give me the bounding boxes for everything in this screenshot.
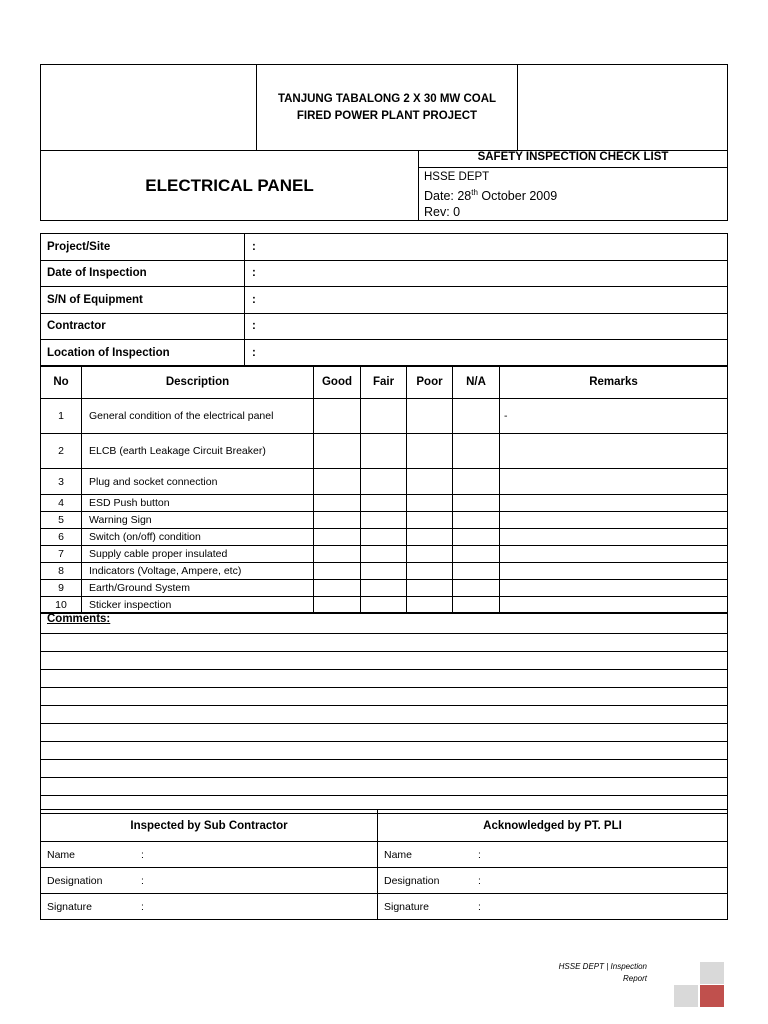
checklist-row [41, 546, 728, 563]
fair-cell[interactable] [361, 546, 407, 563]
na-cell[interactable] [453, 434, 500, 469]
item-description: General condition of the electrical panel [82, 399, 314, 434]
na-cell[interactable] [453, 546, 500, 563]
checklist-row [41, 434, 728, 469]
item-no: 9 [41, 580, 82, 597]
info-row [41, 340, 728, 367]
right-name-field[interactable] [378, 842, 728, 868]
checklist-row [41, 597, 728, 614]
item-description: Sticker inspection [82, 597, 314, 614]
item-description: ELCB (earth Leakage Circuit Breaker) [82, 434, 314, 469]
dept-label: HSSE DEPT [424, 171, 490, 183]
comment-line[interactable] [41, 670, 728, 688]
signature-label: Signature [384, 900, 429, 913]
comments-label: Comments: [41, 613, 728, 634]
left-signature-field[interactable] [41, 894, 378, 920]
remarks-cell[interactable] [500, 597, 728, 614]
footer-line2: Report [622, 974, 647, 983]
project-title-cell [257, 65, 518, 151]
sep: : [141, 874, 144, 887]
left-designation-field[interactable] [41, 868, 378, 894]
fair-cell[interactable] [361, 399, 407, 434]
fair-cell[interactable] [361, 563, 407, 580]
panel-title-cell [41, 151, 419, 221]
item-description: Supply cable proper insulated [82, 546, 314, 563]
remarks-cell[interactable] [500, 434, 728, 469]
right-signature-field[interactable] [378, 894, 728, 920]
good-cell[interactable] [314, 495, 361, 512]
comments-table [40, 612, 728, 814]
info-row [41, 260, 728, 287]
item-no: 10 [41, 597, 82, 614]
designation-label: Designation [384, 874, 440, 887]
na-cell[interactable] [453, 399, 500, 434]
good-cell[interactable] [314, 546, 361, 563]
good-cell[interactable] [314, 597, 361, 614]
checklist-row [41, 563, 728, 580]
remarks-cell[interactable]: - [500, 399, 728, 434]
na-cell[interactable] [453, 580, 500, 597]
footer-text [540, 961, 647, 985]
info-value[interactable]: : [245, 260, 728, 287]
col-fair: Fair [361, 366, 407, 399]
col-description: Description [82, 366, 314, 399]
name-label: Name [47, 848, 76, 861]
fair-cell[interactable] [361, 529, 407, 546]
info-label: S/N of Equipment [41, 287, 245, 314]
comment-line[interactable] [41, 760, 728, 778]
project-title-line2: FIRED POWER PLANT PROJECT [296, 109, 478, 122]
header-top [40, 64, 728, 151]
poor-cell[interactable] [407, 434, 453, 469]
good-cell[interactable] [314, 563, 361, 580]
checklist-row [41, 399, 728, 434]
checklist-table [40, 365, 728, 614]
poor-cell[interactable] [407, 563, 453, 580]
checklist-row [41, 495, 728, 512]
item-no: 7 [41, 546, 82, 563]
na-cell[interactable] [453, 495, 500, 512]
date-prefix: Date: 28 [424, 189, 472, 204]
item-no: 4 [41, 495, 82, 512]
logo-left-cell [41, 65, 257, 151]
acknowledged-by-title: Acknowledged by PT. PLI [378, 810, 728, 842]
item-no: 3 [41, 469, 82, 495]
item-no: 2 [41, 434, 82, 469]
info-label: Date of Inspection [41, 260, 245, 287]
sep: : [478, 900, 481, 913]
fair-cell[interactable] [361, 597, 407, 614]
fair-cell[interactable] [361, 580, 407, 597]
remarks-cell[interactable] [500, 580, 728, 597]
item-no: 8 [41, 563, 82, 580]
signature-label: Signature [47, 900, 92, 913]
info-value[interactable]: : [245, 234, 728, 261]
panel-title: ELECTRICAL PANEL [145, 175, 314, 195]
info-row [41, 234, 728, 261]
poor-cell[interactable] [407, 512, 453, 529]
fair-cell[interactable] [361, 469, 407, 495]
na-cell[interactable] [453, 563, 500, 580]
checklist-info-cell [419, 151, 728, 221]
fair-cell[interactable] [361, 512, 407, 529]
checklist-row [41, 469, 728, 495]
rev-label: Rev: 0 [424, 205, 461, 220]
good-cell[interactable] [314, 399, 361, 434]
designation-label: Designation [47, 874, 103, 887]
item-description: Switch (on/off) condition [82, 529, 314, 546]
remarks-cell[interactable] [500, 495, 728, 512]
sep: : [478, 848, 481, 861]
project-title-line1: TANJUNG TABALONG 2 X 30 MW COAL [277, 92, 497, 105]
info-label: Location of Inspection [41, 340, 245, 367]
comment-line[interactable] [41, 652, 728, 670]
na-cell[interactable] [453, 512, 500, 529]
signature-table [40, 809, 728, 920]
item-no: 5 [41, 512, 82, 529]
date-sup: th [471, 188, 478, 197]
footer-line1: HSSE DEPT | Inspection [558, 962, 647, 971]
checklist-title: SAFETY INSPECTION CHECK LIST [419, 151, 727, 168]
left-name-field[interactable] [41, 842, 378, 868]
remarks-cell[interactable] [500, 469, 728, 495]
inspected-by-title: Inspected by Sub Contractor [41, 810, 378, 842]
comment-line[interactable] [41, 634, 728, 652]
col-no: No [41, 366, 82, 399]
footer-square-gray-top [700, 962, 724, 984]
item-no: 1 [41, 399, 82, 434]
poor-cell[interactable] [407, 529, 453, 546]
na-cell[interactable] [453, 597, 500, 614]
checklist-header-row [41, 366, 728, 399]
col-remarks: Remarks [500, 366, 728, 399]
good-cell[interactable] [314, 434, 361, 469]
na-cell[interactable] [453, 469, 500, 495]
poor-cell[interactable] [407, 546, 453, 563]
comment-line[interactable] [41, 706, 728, 724]
comment-line[interactable] [41, 778, 728, 796]
header-bottom [40, 150, 728, 221]
info-row [41, 287, 728, 314]
date-suffix: October 2009 [477, 189, 558, 204]
item-no: 6 [41, 529, 82, 546]
checklist-row [41, 580, 728, 597]
remarks-cell[interactable] [500, 563, 728, 580]
comment-line[interactable] [41, 724, 728, 742]
item-description: Warning Sign [82, 512, 314, 529]
item-description: ESD Push button [82, 495, 314, 512]
checklist-row [41, 512, 728, 529]
sep: : [141, 848, 144, 861]
poor-cell[interactable] [407, 495, 453, 512]
col-poor: Poor [407, 366, 453, 399]
good-cell[interactable] [314, 529, 361, 546]
item-description: Indicators (Voltage, Ampere, etc) [82, 563, 314, 580]
comment-line[interactable] [41, 742, 728, 760]
remarks-cell[interactable] [500, 546, 728, 563]
checklist-row [41, 529, 728, 546]
info-label: Project/Site [41, 234, 245, 261]
fair-cell[interactable] [361, 434, 407, 469]
item-description: Earth/Ground System [82, 580, 314, 597]
poor-cell[interactable] [407, 469, 453, 495]
logo-right-cell [518, 65, 728, 151]
remarks-cell[interactable] [500, 512, 728, 529]
sep: : [478, 874, 481, 887]
name-label: Name [384, 848, 413, 861]
poor-cell[interactable] [407, 399, 453, 434]
info-value[interactable]: : [245, 287, 728, 314]
good-cell[interactable] [314, 580, 361, 597]
na-cell[interactable] [453, 529, 500, 546]
good-cell[interactable] [314, 469, 361, 495]
sep: : [141, 900, 144, 913]
date-label [419, 185, 727, 204]
info-value[interactable]: : [245, 340, 728, 367]
poor-cell[interactable] [407, 597, 453, 614]
footer-square-gray-left [674, 985, 698, 1007]
col-good: Good [314, 366, 361, 399]
info-row [41, 313, 728, 340]
remarks-cell[interactable] [500, 529, 728, 546]
comment-line[interactable] [41, 688, 728, 706]
info-label: Contractor [41, 313, 245, 340]
footer-square-red [700, 985, 724, 1007]
good-cell[interactable] [314, 512, 361, 529]
right-designation-field[interactable] [378, 868, 728, 894]
info-value[interactable]: : [245, 313, 728, 340]
fair-cell[interactable] [361, 495, 407, 512]
poor-cell[interactable] [407, 580, 453, 597]
item-description: Plug and socket connection [82, 469, 314, 495]
col-na: N/A [453, 366, 500, 399]
inspection-info-table [40, 233, 728, 367]
